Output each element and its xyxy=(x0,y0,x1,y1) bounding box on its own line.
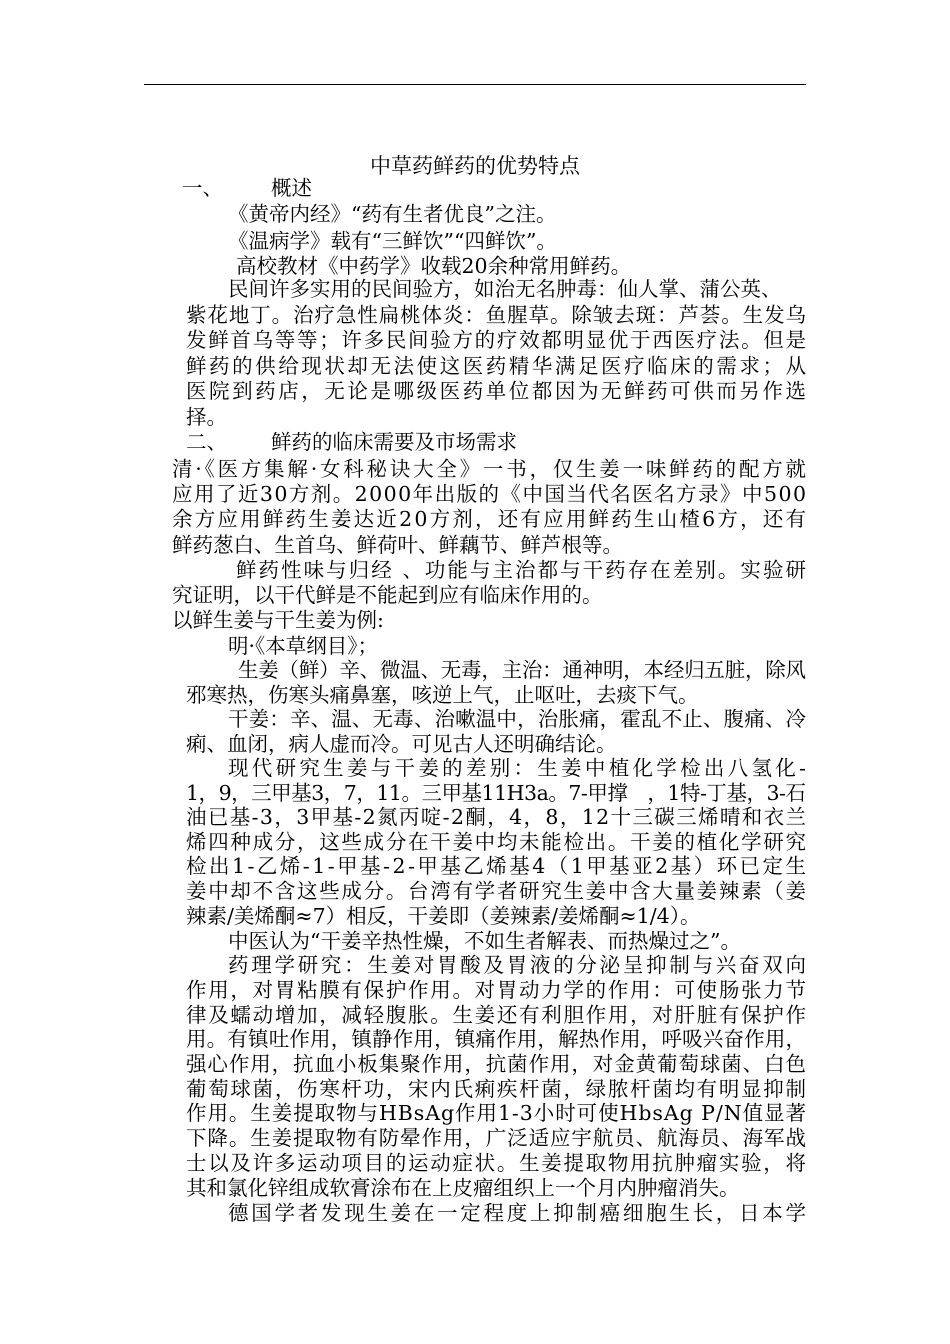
text-line: 《黄帝内经》“药有生者优良”之注。 xyxy=(228,202,557,226)
text-line: 清·《医方集解·女科秘诀大全》一书，仅生姜一味鲜药的配方就 xyxy=(172,457,809,481)
text-line: 下降。生姜提取物有防晕作用，广泛适应宇航员、航海员、海军战 xyxy=(186,1126,807,1150)
text-line: 干姜：辛、温、无毒、治嗽温中，治胀痛，霍乱不止、腹痛、冷 xyxy=(228,707,807,731)
text-line: 现代研究生姜与干姜的差别：生姜中植化学检出八氢化- xyxy=(228,756,810,780)
document-title: 中草药鲜药的优势特点 xyxy=(370,154,580,178)
text-line: 检出1-乙烯-1-甲基-2-甲基乙烯基4（1甲基亚2基）环已定生 xyxy=(186,854,809,878)
text-line: 究证明，以干代鲜是不能起到应有临床作用的。 xyxy=(172,583,603,607)
section-number: 一、 xyxy=(182,176,223,200)
text-line: 其和氯化锌组成软膏涂布在上皮瘤组织上一个月内肿瘤消失。 xyxy=(186,1176,740,1200)
text-line: 应用了近30方剂。2000年出版的《中国当代名医名方录》中500 xyxy=(172,482,808,506)
text-line: 鲜药的供给现状却无法使这医药精华满足医疗临床的需求；从 xyxy=(186,354,809,378)
text-line: 以鲜生姜与干生姜为例: xyxy=(172,608,384,632)
text-line: 烯四种成分，这些成分在干姜中均未能检出。干姜的植化学研究 xyxy=(186,830,808,854)
text-line: 士以及许多运动项目的运动症状。生姜提取物用抗肿瘤实验，将 xyxy=(186,1151,808,1175)
text-line: 生姜（鲜）辛、微温、无毒，主治：通神明，本经归五脏，除风 xyxy=(238,658,806,682)
text-line: 鲜药性味与归经 、功能与主治都与干药存在差别。实验研 xyxy=(236,558,809,582)
section-heading-1 xyxy=(182,175,312,201)
text-line: 律及蠕动增加，减轻腹胀。生姜还有利胆作用，对肝脏有保护作 xyxy=(186,1003,808,1027)
text-line: 邪寒热，伤寒头痛鼻塞，咳逆上气，止呕吐，去痰下气。 xyxy=(186,683,699,707)
text-line: 作用，对胃粘膜有保护作用。对胃动力学的作用：可使肠张力节 xyxy=(186,978,808,1002)
text-line: 择。 xyxy=(186,405,227,429)
text-line: 余方应用鲜药生姜达近20方剂，还有应用鲜药生山楂6方，还有 xyxy=(172,507,809,531)
text-line: 医院到药店，无论是哪级医药单位都因为无鲜药可供而另作选 xyxy=(186,379,809,403)
text-line: 油已基-3，3甲基-2氮丙啶-2酮，4，8，12十三碳三烯晴和衣兰 xyxy=(186,805,808,829)
text-line: 1，9，三甲基3，7，11。三甲基11H3a。7-甲撑 ，1特-丁基，3-石 xyxy=(186,781,806,805)
text-line: 痢、血闭，病人虚而冷。可见古人还明确结论。 xyxy=(186,732,617,756)
section-heading-2 xyxy=(186,429,517,455)
text-line: 高校教材《中药学》收载20余种常用鲜药。 xyxy=(236,254,632,278)
section-number: 二、 xyxy=(186,430,227,454)
text-line: 发鲜首乌等等；许多民间验方的疗效都明显优于西医疗法。但是 xyxy=(186,328,808,352)
text-line: 辣素/美烯酮≈7）相反，干姜即（姜辣素/姜烯酮≈1/4）。 xyxy=(186,904,701,928)
section-title: 鲜药的临床需要及市场需求 xyxy=(271,430,517,454)
text-line: 民间许多实用的民间验方，如治无名肿毒：仙人掌、蒲公英、 xyxy=(228,277,782,301)
text-line: 德国学者发现生姜在一定程度上抑制癌细胞生长，日本学 xyxy=(228,1201,809,1225)
section-title: 概述 xyxy=(271,176,312,200)
text-line: 作用。生姜提取物与HBsAg作用1-3小时可使HbsAg P/N值显著 xyxy=(186,1101,807,1125)
text-line: 《温病学》载有“三鲜饮”“四鲜饮”。 xyxy=(228,229,557,253)
text-line: 药理学研究：生姜对胃酸及胃液的分泌呈抑制与兴奋双向 xyxy=(228,953,809,977)
header-rule xyxy=(144,84,806,85)
text-line: 强心作用，抗血小板集聚作用，抗菌作用，对金黄葡萄球菌、白色 xyxy=(186,1052,807,1076)
text-line: 紫花地丁。治疗急性扁桃体炎：鱼腥草。除皱去斑：芦荟。生发乌 xyxy=(186,303,807,327)
text-line: 姜中却不含这些成分。台湾有学者研究生姜中含大量姜辣素（姜 xyxy=(186,879,808,903)
text-line: 用。有镇吐作用，镇静作用，镇痛作用，解热作用，呼吸兴奋作用， xyxy=(186,1027,807,1051)
text-line: 明·《本草纲目》； xyxy=(228,634,379,658)
text-line: 中医认为“干姜辛热性燥，不如生者解表、而热燥过之”。 xyxy=(228,929,741,953)
text-line: 葡萄球菌，伤寒杆功，宋内氏痢疾杆菌，绿脓杆菌均有明显抑制 xyxy=(186,1077,808,1101)
text-line: 鲜药葱白、生首乌、鲜荷叶、鲜藕节、鲜芦根等。 xyxy=(172,533,623,557)
